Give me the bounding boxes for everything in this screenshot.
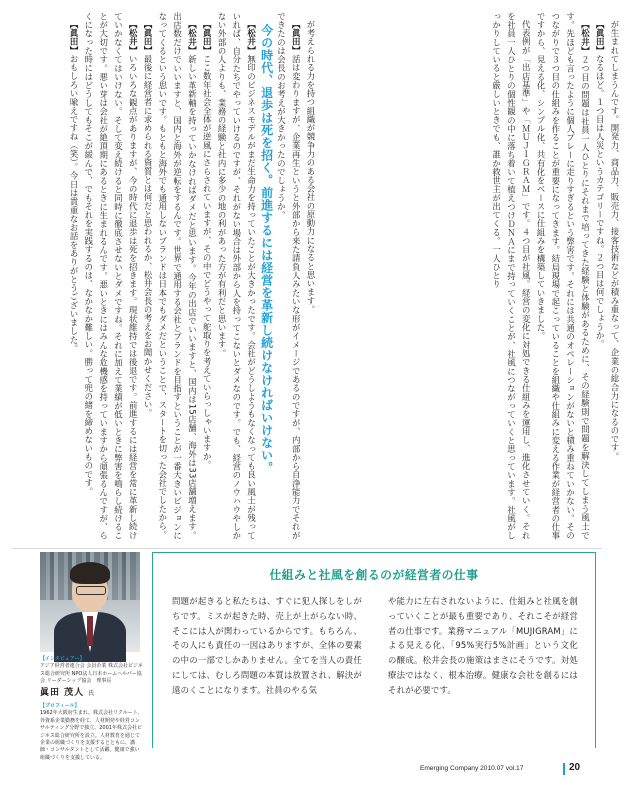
interviewer-name — [40, 687, 144, 698]
article-column-right — [316, 12, 622, 540]
paragraph: 代表例が「出店基準」や「ＭＵＪＩＧＲＡＭ」です。４つ目が社風。経営の変化に対処できる仕組みを運用し、進化させていく。それを社員一人ひとりの個性観の中に落ち着いて植えつけＤＮＡにまで持っていくことが、社風につながっていくと思っています。社風がしっかりしていると厳しいときでも、誰か救世主が出てくる。一人ひとり — [491, 12, 532, 540]
name-text: 眞田 茂人 — [40, 687, 85, 698]
sidebar-paragraph: や能力に左右されないように、仕組みと社風を創っていくことが最も重要であり、それこそが経営者の仕事です。業務マニュアル「MUJIGRAM」による見える化、「95%実行5%計画」という文化の醸成。松井会長の施策はまさにそうです。対処療法ではなく、根本治療。健康な会社を創るにはそれが必要です。 — [388, 596, 578, 695]
paragraph: が生まれてしまうんです。開発力、商品力、販売力、接客技術などが積み重なって、企業の総合力になるのです。 — [610, 20, 620, 462]
tie-shape — [87, 616, 93, 646]
editorial-sidebar — [152, 552, 596, 752]
interviewer-affiliations: アジア経営者連合会 会員企業 株式会社ビジネス総合研究所 NPO法人日本ホームヘルパー協会 リーダーシップ協会 理事長 — [40, 663, 143, 685]
pull-quote-headline: 今の時代、退歩は死を招く。前進するには経営を革新し続けなければいけない。 — [259, 24, 274, 474]
dialogue-text: なるほど。１つ目は人災というカテゴリーですね。２つ目は何でしょうか。 — [595, 54, 606, 349]
profile-label: 【プロフィール】 — [40, 703, 80, 710]
dialogue-text: 無印のビジネスモデルがまだ生命力を持っていたことが大きかったです。会社がどうしようもなくなっても良い風土が残っていれば、自分たちでやっていけるのですが、それがない場合は外部から人を持ってこないとダメなのです。でも、経営のノウハウやしかない外部の人よりも、業務の経験と社内に多少の地の利があった方が有利だと思います。 — [217, 12, 257, 541]
speaker-label: 【松井】 — [128, 20, 139, 56]
page-number-bar — [563, 763, 565, 775]
dialogue — [155, 12, 199, 540]
profile-text: 1962年大阪府生まれ。株式会社リクルート、外資系企業勤務を経て、人材開発や経営コンサルティング分野で独立、2001年株式会社ビジネス総合研究所を設立。人材教育を通じて企業の組織づくりを支援するとともに、講師・コンサルタントとして活躍。健康で強い組織づくりを支援している。 — [40, 710, 143, 761]
interviewer-label: 【インタビュアー】 — [40, 656, 85, 662]
interviewer-profile — [40, 656, 144, 762]
speaker-label: 【眞田】 — [143, 20, 154, 55]
article-column-left — [12, 12, 318, 540]
speaker-label: 【松井】 — [580, 20, 591, 56]
dialogue — [199, 12, 214, 540]
speaker-label: 【松井】 — [246, 20, 257, 56]
speaker-label: 【眞田】 — [291, 20, 302, 56]
dialogue-text: ここ数年社会全体が逆風にさらされていますが、その中でどうやって舵取りを考えていらっしゃいますか。 — [202, 54, 213, 470]
sidebar-title: 仕組みと社風を創るのが経営者の仕事 — [269, 568, 479, 582]
glasses-shape — [76, 586, 106, 595]
magazine-footer: Emerging Company 2010.07 vol.17 — [420, 765, 524, 772]
dialogue-text: おもしろい喩えですね（笑）。今日は貴重なお話をありがとうございました。 — [69, 54, 80, 354]
dialogue — [214, 12, 258, 540]
dialogue — [140, 12, 155, 540]
dialogue — [66, 12, 81, 540]
paragraph: が考えられる力を持つ組織が競争力のある会社の原動力になると思います。 — [306, 20, 316, 315]
sidebar-border-top — [152, 552, 596, 553]
speaker-label: 【眞田】 — [202, 20, 213, 55]
speaker-label: 【眞田】 — [69, 20, 80, 55]
sidebar-paragraph: 問題が起きると私たちは、すぐに犯人探しをしがちです。ミスが起きた時、売上が上がらない時、そこには人が関わっているからです。もちろん、その人にも責任の一因はありますが、全体の要素の中の一部でしかありません。全てを当人の責任にしては、むしろ問題の本質は放置され、解決が遠のくことになります。社員のやる気 — [172, 596, 362, 695]
honorific: 氏 — [88, 689, 96, 697]
dialogue — [592, 12, 607, 540]
dialogue-text: 話は変わりますが、企業再生というと外部から来た請負人みたいな形がイメージであるのですが、内部から自浄能力でそれができたのは会長のお考えが大きかったのでしょうか。 — [276, 12, 302, 541]
speaker-label: 【松井】 — [187, 20, 198, 56]
speaker-label: 【眞田】 — [595, 20, 606, 55]
dialogue-text: 新しい革新軸を持っていかなければダメだと思います。今年の出店でいいますと、国内は15店舗、海外は33店舗増えます。出店数だけでいいますと、国内と海外が逆転をするんです。世界で通用する会社とブランドを目指すということが一番大きいビジョンになってくるという思いです。もともと海外でも通用しないブランドは日本でもダメだということで、スタートを切った会社でしたから。 — [157, 12, 198, 541]
sidebar-text-column — [388, 594, 578, 698]
section-divider — [12, 548, 602, 549]
dialogue — [274, 12, 304, 540]
dialogue-text: ２つ目の問題は社員一人ひとりにそれまで培ってきた経験と体験があるために、その経験則で問題を解決してしまう風土です。先ほども言ったように個人プレーに走りすぎるという弊害です。それには共通のオペレーションがないと積み重ねていかない。そのつながりで３つ目の仕組みを作ることが重要になってきます。結局現場で起こっていることを組織や仕組みに変える作業が経営者の仕事ですから、見える化、シンプル化、共有化をベースに仕組みを構築していきました。 — [536, 12, 591, 541]
dialogue — [533, 12, 592, 540]
hair-shape — [70, 562, 110, 584]
dialogue-text: いろいろな観点がありますが、今の時代に退歩は死を招きます。現状維持では後退です。前進するには経営を常に革新し続けていかなくてはいけない。そして変え続けると同時に徹底させないとダメですね。それに加えて業績が低いときに弊害を鳴らし続けることが大切です。悪い芽は会社が絶頂期にあるときに生まれるんです。悪いときにはみんな危機感を持っていますから頑張るんですが、らくになった時にはどうしてもそこが緩んで、でもそれを実践するのは、なかなか難しい。勝って兜の緒を締めないものです。 — [83, 12, 139, 541]
page-number: 20 — [569, 762, 581, 773]
interviewer-photo — [40, 552, 140, 652]
dialogue-text: 最後に経営者に求められる資質とは何だと思われるか、松井会長の考えをお聞かせください。 — [143, 54, 154, 418]
sidebar-text-column — [172, 594, 362, 698]
dialogue — [81, 12, 140, 540]
